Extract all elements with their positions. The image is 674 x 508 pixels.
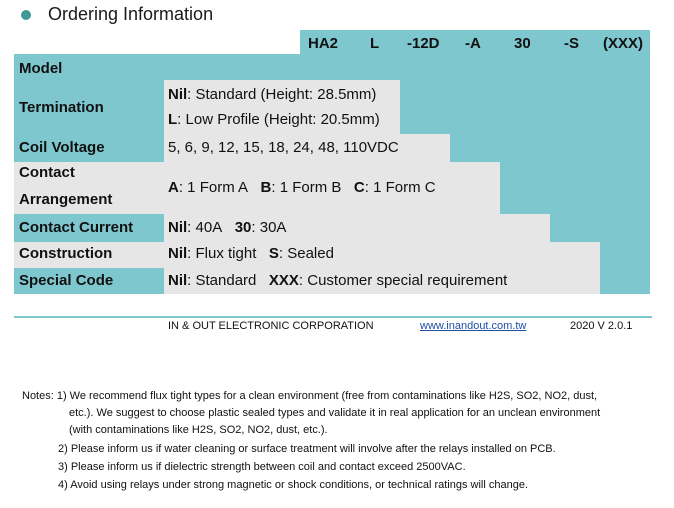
form-c-text: : 1 Form C [364,179,436,196]
footer-version: 2020 V 2.0.1 [570,320,633,332]
footer-divider [14,316,652,318]
code-part-ha2: HA2 [308,35,339,52]
termination-l-key: L [168,111,178,128]
code-part-12d: -12D [407,35,440,52]
termination-option-l [168,111,380,128]
note-1-line-2: etc.). We suggest to choose plastic sealed types and validate it in real application for an unclean environment [69,407,601,419]
termination-option-nil [168,86,376,103]
note-1-line-3: (with contaminations like H2S, SO2, NO2, dust, etc.). [69,424,328,436]
section-title: Ordering Information [48,4,214,24]
code-part-s: -S [564,35,579,52]
code-part-a: -A [465,35,481,52]
form-c-key: C [353,179,365,196]
construction-nil-text: : Flux tight [187,245,257,262]
construction-options [168,245,334,262]
note-1-line-1: Notes: 1) We recommend flux tight types for a clean environment (free from contaminations like H2S, SO2, NO2, dust, [22,390,598,402]
footer-company: IN & OUT ELECTRONIC CORPORATION [168,320,374,332]
code-column-30 [500,30,550,242]
model-band [14,54,350,80]
construction-label: Construction [19,245,113,262]
special-nil-text: : Standard [187,272,257,289]
form-b-key: B [260,179,272,196]
form-b-text: : 1 Form B [271,179,342,196]
construction-s-key: S [268,245,279,262]
form-a-key: A [168,179,179,196]
code-column-s [550,30,600,266]
code-part-xxx: (XXX) [603,35,644,52]
termination-label: Termination [19,99,104,116]
contact-current-options [168,219,286,236]
code-part-l: L [370,35,380,52]
special-xxx-text: : Customer special requirement [298,272,508,289]
form-a-text: : 1 Form A [178,179,249,196]
contact-label: Contact [19,164,75,181]
current-30-text: : 30A [251,219,287,236]
code-column-xxx [600,30,650,294]
model-label: Model [19,60,63,77]
construction-s-text: : Sealed [278,245,334,262]
special-nil-key: Nil [168,272,188,289]
note-4: 4) Avoid using relays under strong magnetic or shock conditions, or technical ratings will change. [58,479,528,491]
note-2: 2) Please inform us if water cleaning or surface treatment will involve after the relays installed on PCB. [58,443,556,455]
special-xxx-key: XXX [268,272,299,289]
current-nil-key: Nil [168,219,188,236]
contact-current-label: Contact Current [19,219,134,236]
arrangement-label: Arrangement [19,191,113,208]
bullet-icon [21,10,31,20]
termination-nil-key: Nil [168,86,188,103]
coil-voltage-label: Coil Voltage [19,139,105,156]
footer-website-link[interactable]: www.inandout.com.tw [420,320,527,332]
coil-voltage-values: 5, 6, 9, 12, 15, 18, 24, 48, 110VDC [168,139,399,156]
termination-nil-text: : Standard (Height: 28.5mm) [187,86,377,103]
termination-l-text: : Low Profile (Height: 20.5mm) [177,111,380,128]
contact-arrangement-options [168,179,436,196]
special-code-label: Special Code [19,272,114,289]
special-code-options [168,272,507,289]
construction-nil-key: Nil [168,245,188,262]
current-nil-text: : 40A [187,219,223,236]
current-30-key: 30 [234,219,252,236]
code-part-30: 30 [514,35,531,52]
note-3: 3) Please inform us if dielectric strength between coil and contact exceed 2500VAC. [58,461,466,473]
